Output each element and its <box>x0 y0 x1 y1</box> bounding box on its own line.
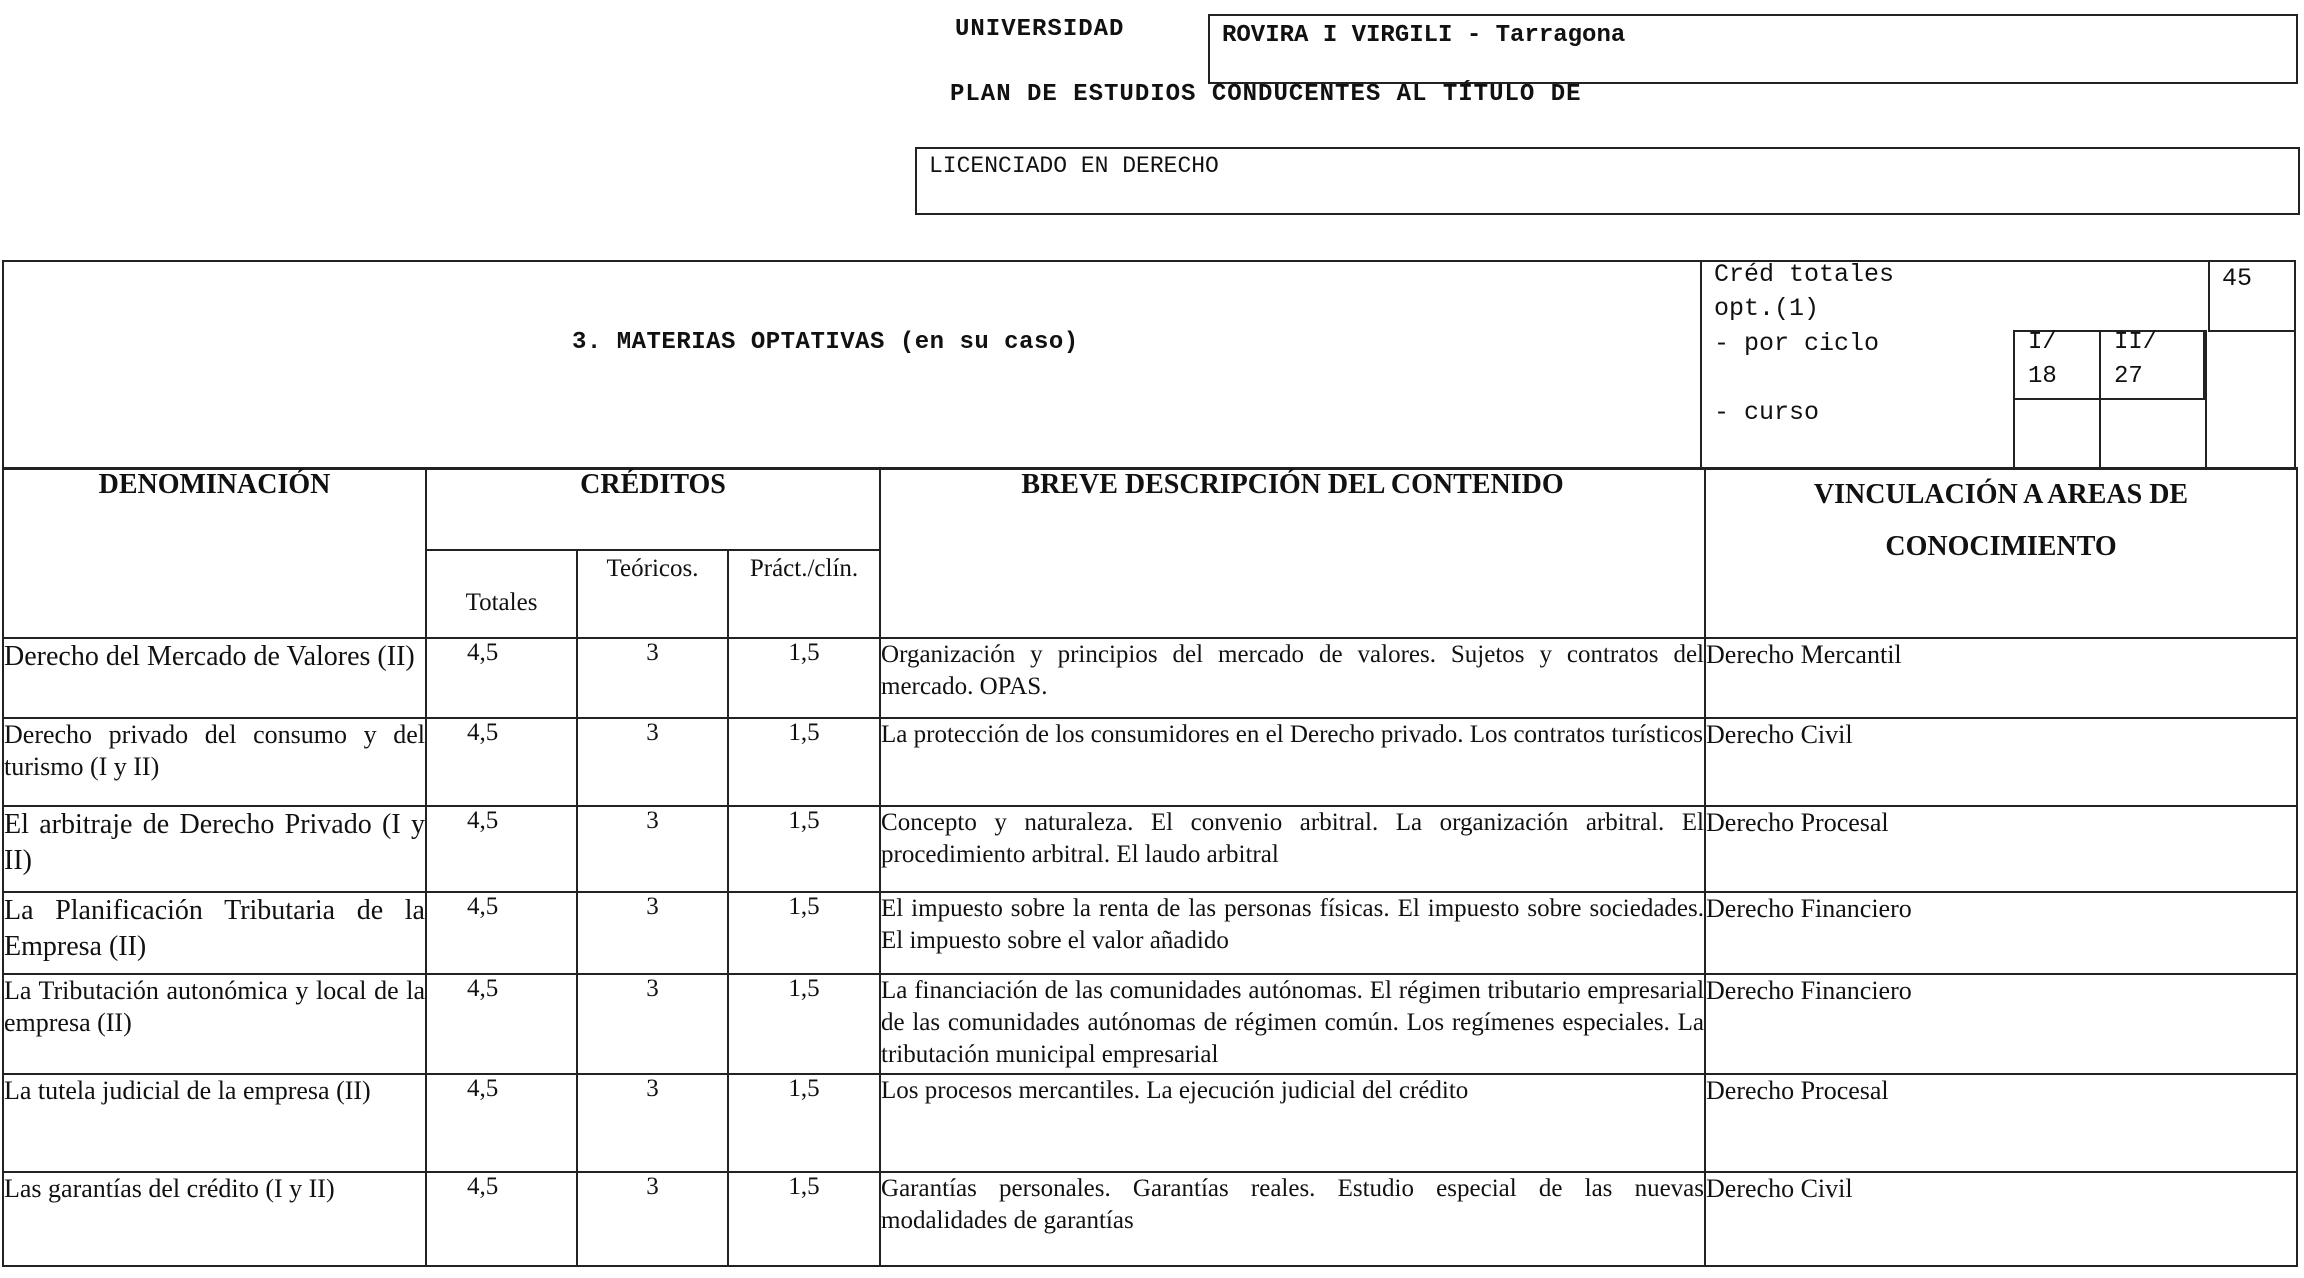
row-area: Derecho Procesal <box>1705 806 2297 892</box>
row-totales: 4,5 <box>426 974 577 1074</box>
row-denominacion: El arbitraje de Derecho Privado (I y II) <box>3 806 426 892</box>
row-practicos: 1,5 <box>728 892 880 974</box>
row-descripcion: Los procesos mercantiles. La ejecución judicial del crédito <box>880 1074 1705 1172</box>
curso-cell-divider-mid <box>2099 398 2101 470</box>
materias-title: 3. MATERIAS OPTATIVAS (en su caso) <box>572 329 1079 356</box>
ciclo-i-value: 18 <box>2028 363 2057 390</box>
header-vinculacion <box>1705 468 2297 638</box>
row-teoricos: 3 <box>577 892 728 974</box>
ciclo-i-box <box>2013 330 2101 400</box>
table-row <box>3 974 2297 1074</box>
row-area: Derecho Procesal <box>1705 1074 2297 1172</box>
table-row <box>3 718 2297 806</box>
row-descripcion: Organización y principios del mercado de valores. Sujetos y contratos del mercado. OPAS. <box>880 638 1705 718</box>
universidad-field: ROVIRA I VIRGILI - Tarragona <box>1208 14 2298 84</box>
curso-cell-divider-right <box>2205 330 2207 470</box>
row-descripcion: Garantías personales. Garantías reales. Estudio especial de las nuevas modalidades de garantías <box>880 1172 1705 1266</box>
header-totales: Totales <box>426 550 577 638</box>
table-row <box>3 806 2297 892</box>
row-denominacion: La tutela judicial de la empresa (II) <box>3 1074 426 1172</box>
row-denominacion: Las garantías del crédito (I y II) <box>3 1172 426 1266</box>
row-area: Derecho Mercantil <box>1705 638 2297 718</box>
row-totales: 4,5 <box>426 806 577 892</box>
row-descripcion: El impuesto sobre la renta de las personas físicas. El impuesto sobre sociedades. El impuesto sobre el valor añadido <box>880 892 1705 974</box>
row-totales: 4,5 <box>426 1074 577 1172</box>
row-teoricos: 3 <box>577 974 728 1074</box>
table-row <box>3 1074 2297 1172</box>
row-denominacion: La Tributación autonómica y local de la empresa (II) <box>3 974 426 1074</box>
plan-label: PLAN DE ESTUDIOS CONDUCENTES AL TÍTULO DE <box>950 81 1582 108</box>
opt-label: opt.(1) <box>1714 294 1820 323</box>
row-teoricos: 3 <box>577 1074 728 1172</box>
cred-totales-label: Créd totales <box>1714 260 1895 289</box>
header-teoricos: Teóricos. <box>577 550 728 638</box>
table-row <box>3 892 2297 974</box>
ciclo-i-label: I/ <box>2028 329 2057 356</box>
por-ciclo-label: - por ciclo <box>1714 329 1880 358</box>
header-creditos: CRÉDITOS <box>426 468 880 550</box>
header-practicos: Práct./clín. <box>728 550 880 638</box>
cred-totales-value: 45 <box>2208 260 2296 332</box>
row-area: Derecho Civil <box>1705 1172 2297 1266</box>
row-teoricos: 3 <box>577 1172 728 1266</box>
row-descripcion: La protección de los consumidores en el Derecho privado. Los contratos turísticos <box>880 718 1705 806</box>
materias-divider <box>1700 260 1702 470</box>
curso-cell-divider-left <box>2013 398 2015 470</box>
row-teoricos: 3 <box>577 806 728 892</box>
ciclo-ii-value: 27 <box>2114 363 2143 390</box>
row-area: Derecho Financiero <box>1705 892 2297 974</box>
row-denominacion: Derecho del Mercado de Valores (II) <box>3 638 426 718</box>
header-descripcion: BREVE DESCRIPCIÓN DEL CONTENIDO <box>880 468 1705 638</box>
universidad-label: UNIVERSIDAD <box>955 16 1125 43</box>
row-practicos: 1,5 <box>728 1074 880 1172</box>
row-area: Derecho Financiero <box>1705 974 2297 1074</box>
row-denominacion: Derecho privado del consumo y del turismo (I y II) <box>3 718 426 806</box>
row-totales: 4,5 <box>426 1172 577 1266</box>
row-descripcion: Concepto y naturaleza. El convenio arbitral. La organización arbitral. El procedimiento arbitral. El laudo arbitral <box>880 806 1705 892</box>
row-practicos: 1,5 <box>728 638 880 718</box>
row-descripcion: La financiación de las comunidades autónomas. El régimen tributario empresarial de las comunidades autónomas de régimen común. Los regímenes especiales. La tributación municipal empresarial <box>880 974 1705 1074</box>
ciclo-ii-label: II/ <box>2114 329 2158 356</box>
row-totales: 4,5 <box>426 718 577 806</box>
header-denominacion: DENOMINACIÓN <box>3 468 426 638</box>
curso-label: - curso <box>1714 398 1820 427</box>
row-teoricos: 3 <box>577 718 728 806</box>
titulo-field: LICENCIADO EN DERECHO <box>915 147 2300 215</box>
row-practicos: 1,5 <box>728 718 880 806</box>
row-practicos: 1,5 <box>728 974 880 1074</box>
header-vinculacion-line2: CONOCIMIENTO <box>1885 531 2117 562</box>
row-totales: 4,5 <box>426 892 577 974</box>
plan-table <box>2 467 2298 1267</box>
header-vinculacion-line1: VINCULACIÓN A AREAS DE <box>1813 479 2189 510</box>
row-practicos: 1,5 <box>728 1172 880 1266</box>
materias-header-block <box>2 260 2296 470</box>
table-row <box>3 638 2297 718</box>
row-practicos: 1,5 <box>728 806 880 892</box>
row-teoricos: 3 <box>577 638 728 718</box>
row-denominacion: La Planificación Tributaria de la Empresa (II) <box>3 892 426 974</box>
row-totales: 4,5 <box>426 638 577 718</box>
table-row <box>3 1172 2297 1266</box>
row-area: Derecho Civil <box>1705 718 2297 806</box>
